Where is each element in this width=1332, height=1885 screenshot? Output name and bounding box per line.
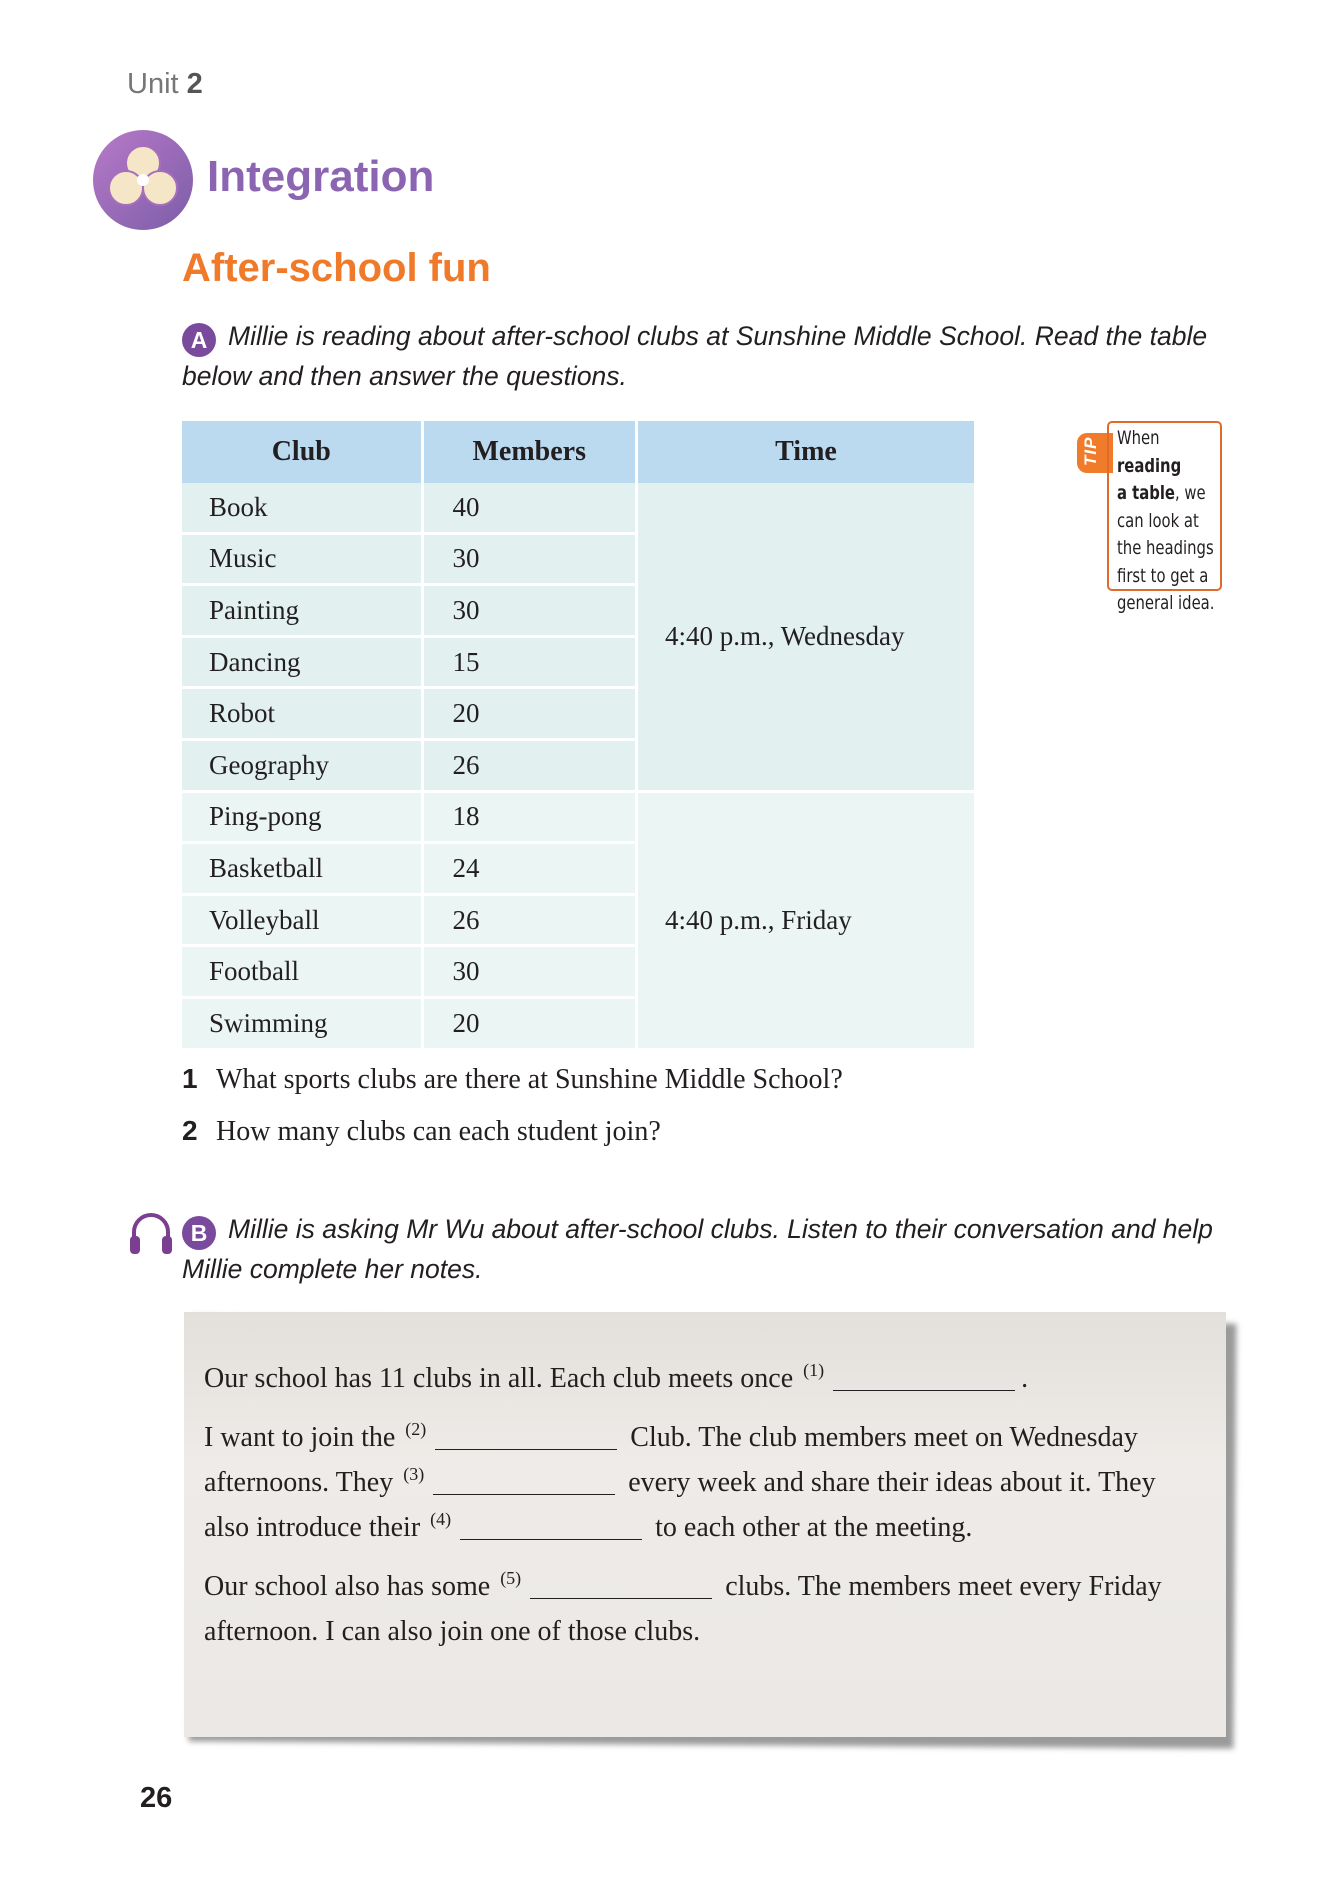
club-members: 30 (422, 585, 636, 637)
page-number: 26 (140, 1782, 173, 1814)
header-club: Club (182, 421, 422, 483)
notes-paragraph-2 (204, 1415, 1202, 1550)
club-name: Music (182, 533, 422, 585)
notes-text: Club. The club members meet on Wednesday afternoons. They (204, 1422, 1138, 1498)
blank-marker-3: (3) (403, 1464, 425, 1484)
tip-line3: can look at (1117, 509, 1199, 532)
blank-1[interactable] (833, 1360, 1015, 1391)
club-name: Book (182, 483, 422, 533)
club-members: 20 (422, 997, 636, 1049)
section-title: Integration (207, 152, 435, 201)
notes-text: Our school also has some (204, 1571, 491, 1602)
headphones-icon (128, 1210, 174, 1258)
club-name: Painting (182, 585, 422, 637)
notes-text: I want to join the (204, 1422, 396, 1453)
club-name: Volleyball (182, 894, 422, 946)
question-number: 2 (182, 1115, 198, 1146)
notes-text: clubs. The members meet every Friday afternoon. I can also join one of those clubs. (204, 1571, 1162, 1647)
blank-4[interactable] (460, 1509, 642, 1540)
table-header-row (182, 421, 974, 483)
club-members: 24 (422, 843, 636, 895)
question-2 (182, 1115, 661, 1148)
time-friday: 4:40 p.m., Friday (636, 791, 974, 1049)
part-b-instruction-text: Millie is asking Mr Wu about after-school clubs. Listen to their conversation and help Millie complete her notes. (182, 1214, 1213, 1284)
millie-notes (184, 1312, 1226, 1737)
club-name: Football (182, 946, 422, 998)
club-members: 40 (422, 483, 636, 533)
club-members: 30 (422, 533, 636, 585)
tip-box (1107, 421, 1222, 614)
notes-paragraph-1 (204, 1356, 1202, 1401)
club-members: 26 (422, 894, 636, 946)
notes-paragraph-3 (204, 1564, 1202, 1654)
question-text: How many clubs can each student join? (216, 1116, 661, 1147)
lesson-subtitle: After-school fun (182, 246, 491, 290)
tip-line2a: a table (1117, 482, 1175, 504)
tip-text (1117, 425, 1221, 618)
tip-line1a: When (1117, 427, 1160, 449)
table-row (182, 483, 974, 533)
notes-text: . (1021, 1363, 1029, 1394)
unit-number: 2 (186, 68, 203, 100)
tip-line6: general idea. (1117, 592, 1215, 614)
notes-text: every week and share their ideas about it. They also introduce their (204, 1467, 1156, 1543)
question-number: 1 (182, 1063, 198, 1094)
club-name: Robot (182, 688, 422, 740)
blank-marker-4: (4) (430, 1509, 452, 1529)
club-members: 26 (422, 739, 636, 791)
tip-label: TIP (1081, 436, 1100, 466)
tip-line2b: , we (1174, 482, 1206, 504)
part-b-instruction (182, 1210, 1262, 1288)
blank-marker-2: (2) (405, 1419, 427, 1439)
header-members: Members (422, 421, 636, 483)
notes-text: Our school has 11 clubs in all. Each club meets once (204, 1363, 794, 1394)
part-a-instruction-text: Millie is reading about after-school clubs at Sunshine Middle School. Read the table below and then answer the questions. (182, 321, 1208, 391)
question-1 (182, 1063, 843, 1096)
header-time: Time (636, 421, 974, 483)
blank-2[interactable] (435, 1419, 617, 1450)
unit-label (127, 68, 203, 101)
club-members: 20 (422, 688, 636, 740)
blank-5[interactable] (530, 1568, 712, 1599)
blank-marker-1: (1) (803, 1360, 825, 1380)
blank-marker-5: (5) (500, 1568, 522, 1588)
part-a-instruction (182, 317, 1262, 395)
table-row (182, 791, 974, 843)
club-name: Geography (182, 739, 422, 791)
tip-line4: the headings (1117, 537, 1214, 559)
club-members: 30 (422, 946, 636, 998)
part-b-badge: B (182, 1216, 216, 1250)
blank-3[interactable] (433, 1464, 615, 1495)
club-name: Swimming (182, 997, 422, 1049)
club-name: Basketball (182, 843, 422, 895)
part-a-badge: A (182, 323, 216, 357)
club-members: 18 (422, 791, 636, 843)
unit-label-text: Unit (127, 68, 179, 100)
tip-line5: first to get a (1117, 564, 1209, 587)
integration-circles-icon (93, 130, 193, 230)
club-name: Ping-pong (182, 791, 422, 843)
club-members: 15 (422, 636, 636, 688)
notes-text: to each other at the meeting. (655, 1512, 973, 1543)
time-wednesday: 4:40 p.m., Wednesday (636, 483, 974, 791)
clubs-table (182, 421, 974, 1051)
question-text: What sports clubs are there at Sunshine Middle School? (216, 1064, 843, 1095)
tip-line1b: reading (1117, 454, 1182, 477)
club-name: Dancing (182, 636, 422, 688)
